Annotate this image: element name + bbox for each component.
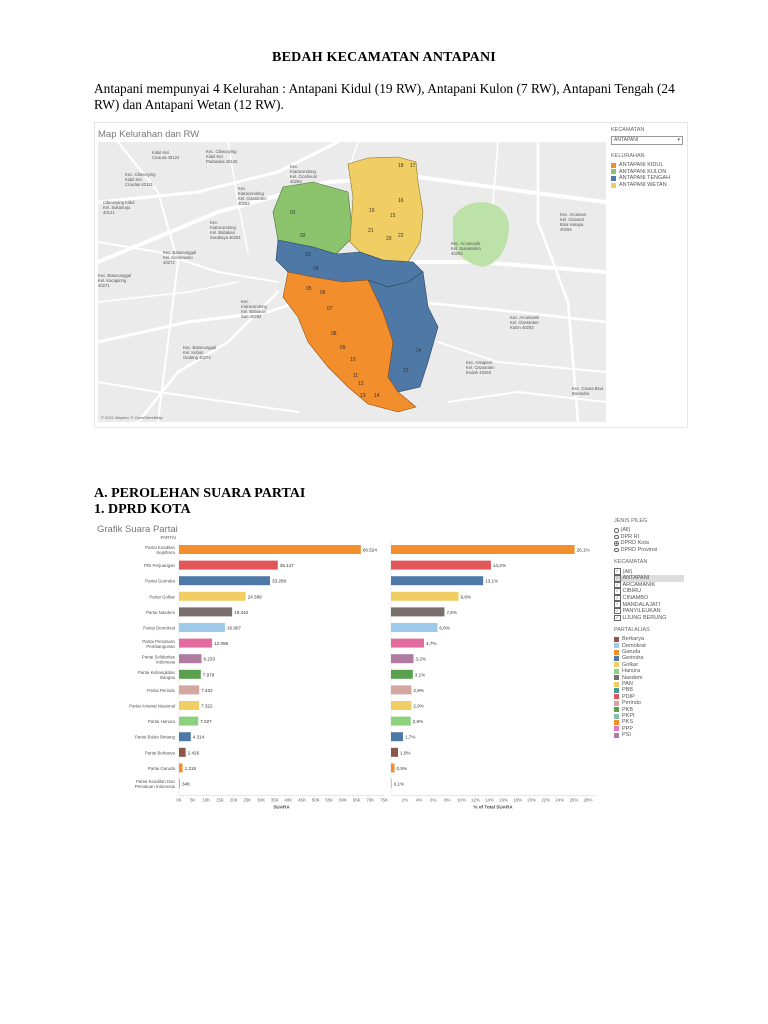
bar-percent-label: 2,9% (413, 703, 424, 709)
jenis-pileg-option[interactable] (614, 527, 684, 534)
document-title: BEDAH KECAMATAN ANTAPANI (272, 50, 496, 65)
place-label: Kec. Kiaracondong Kel. Babakan Sari 40283 (241, 299, 267, 319)
bar-percent-label: 7,6% (446, 609, 457, 615)
kecamatan-option[interactable] (614, 582, 684, 589)
x-tick-label-percent: 10% (456, 797, 466, 803)
category-label: Partai Amanat Nasional (129, 703, 175, 709)
bar-suara-label: 16.807 (226, 625, 242, 631)
chart-title: Grafik Suara Partai (97, 524, 178, 535)
bar-suara[interactable] (179, 654, 202, 663)
jenis-pileg-option[interactable] (614, 540, 684, 547)
bar-percent[interactable] (391, 717, 411, 726)
partai-alias-label: Demokrat (622, 642, 646, 649)
bar-percent[interactable] (391, 592, 459, 601)
rw-label: 08 (331, 331, 337, 337)
checkbox[interactable]: ✓ (615, 594, 619, 600)
legend-swatch (614, 669, 619, 674)
legend-label: ANTAPANI TENGAH (619, 175, 671, 182)
place-label: Kec. Arcaman Kel. Cisarant Bina Harapa 40294 (560, 212, 587, 232)
bar-percent-label: 2,9% (413, 687, 424, 693)
x-tick-label-percent: 22% (541, 797, 551, 803)
rw-label: 02 (300, 233, 306, 239)
radio-button[interactable] (614, 541, 619, 546)
partai-alias-legend (614, 636, 684, 738)
x-tick-label-suara: 45K (298, 797, 306, 803)
category-label: Partai Hanura (147, 719, 175, 725)
map-legend-item (611, 162, 683, 169)
legend-swatch (614, 707, 619, 712)
jenis-pileg-header: JENIS PILEG (614, 518, 648, 524)
rw-label: 11 (353, 373, 359, 379)
place-label: Kec. Batununggal Kel. Kebon Gedang 40274 (183, 345, 217, 360)
category-label: Partai Garuda (147, 765, 175, 771)
x-tick-label-suara: 20K (229, 797, 238, 803)
bar-suara[interactable] (179, 607, 232, 616)
partai-alias-label: PKPI (622, 713, 635, 719)
kecamatan-option[interactable] (614, 588, 684, 595)
kecamatan-label: UJUNG BERUNG (622, 614, 667, 621)
rw-label: 22 (398, 233, 404, 239)
kecamatan-option[interactable] (614, 575, 684, 582)
legend-swatch (614, 643, 619, 648)
bar-suara-label: 7.979 (202, 672, 215, 678)
kecamatan-option[interactable] (614, 595, 684, 602)
bar-percent-label: 3,1% (414, 672, 426, 678)
rw-label: 19 (369, 208, 375, 214)
partai-alias-label: Hanura (622, 668, 641, 675)
map-legend-item (611, 175, 683, 182)
bar-suara-label: 4.314 (192, 734, 205, 740)
kecamatan-dropdown[interactable] (611, 136, 683, 145)
map-panel (94, 122, 688, 428)
rw-label: 20 (386, 236, 392, 242)
x-tick-label-suara: 25K (243, 797, 252, 803)
partai-alias-label: PAN (622, 681, 633, 688)
rw-label: 09 (340, 345, 346, 351)
map-attribution: © 2021 Mapbox © OpenStreetMap (101, 415, 163, 420)
bar-suara-label: 7.322 (201, 703, 213, 709)
place-label: Kec. Cibeunying Kidul Kel. Cicadas 40121 (125, 172, 156, 187)
legend-label: ANTAPANI KULON (619, 168, 667, 175)
rw-label: 17 (410, 163, 416, 169)
place-label: Kec. Kiaracondong Kel. Babakan Surabaya 40281 (210, 220, 241, 240)
x-tick-label-percent: 12% (471, 797, 480, 803)
kelurahan-map[interactable] (98, 142, 606, 422)
rw-label: 10 (350, 357, 356, 363)
partai-alias-item (614, 732, 684, 738)
map-filter-header: KECAMATAN (611, 127, 645, 133)
place-label: Kec. Batununggal Kel. Kebonwaru 40272 (163, 250, 197, 265)
legend-swatch (614, 714, 619, 719)
partai-alias-label: PPP (622, 725, 634, 732)
bar-suara[interactable] (179, 685, 199, 694)
category-label: Partai Keadilan Dan Persatuan Indonesia (134, 779, 175, 790)
legend-swatch (614, 662, 619, 667)
category-label: Partai Solidaritas Indonesia (141, 654, 175, 665)
jenis-pileg-option[interactable] (614, 547, 684, 554)
category-label: Partai Bulan Bintang (134, 734, 175, 740)
chevron-down-icon: ▾ (677, 137, 680, 143)
map-legend-item (611, 182, 683, 189)
place-label: Kec. Batununggal Kel. Kacapiring 40271 (98, 273, 132, 288)
legend-swatch (611, 163, 616, 168)
bar-suara-label: 24.389 (247, 594, 262, 600)
legend-swatch (614, 726, 619, 731)
bar-suara-label: 33.289 (271, 578, 287, 584)
intro-paragraph: Antapani mempunyai 4 Kelurahan : Antapani Kidul (19 RW), Antapani Kulon (7 RW), Antapani Tengah (24 RW) dan Antapani Wetan (12 RW). (94, 81, 675, 112)
kecamatan-option[interactable] (614, 568, 684, 575)
rw-label: 18 (398, 163, 404, 169)
chart-panel (94, 517, 686, 810)
category-label: Partai Nasdem (145, 609, 175, 615)
x-tick-label-suara: 60K (339, 797, 347, 803)
x-tick-label-percent: 26% (569, 797, 579, 803)
x-tick-label-percent: 8% (444, 797, 451, 803)
rw-label: 16 (398, 198, 404, 204)
x-tick-label-suara: 15K (216, 797, 224, 803)
partai-alias-label: PKS (622, 719, 634, 726)
jenis-pileg-label: DPR RI (620, 533, 640, 540)
legend-swatch (614, 701, 619, 706)
x-tick-label-suara: 55K (325, 797, 334, 803)
kelurahan-wetan-area (348, 157, 423, 262)
bar-percent[interactable] (391, 732, 403, 741)
bar-suara[interactable] (179, 561, 278, 570)
rw-label: 06 (320, 290, 326, 296)
partai-alias-label: PKB (622, 706, 634, 713)
place-label: Kec. Arcamanik Kel. Cisaranten Kulon 40293 (510, 315, 540, 330)
bar-percent[interactable] (391, 576, 483, 585)
place-label: Kec. Arcamanik Kel. Sukamiskin 40293 (451, 241, 481, 256)
partai-alias-label: Berkarya (622, 636, 645, 643)
radio-button[interactable] (614, 528, 619, 533)
x-tick-label-percent: 18% (513, 797, 523, 803)
x-tick-label-percent: 6% (430, 797, 437, 803)
bar-percent-label: 4,7% (426, 641, 437, 647)
x-tick-label-percent: 24% (555, 797, 565, 803)
bar-suara-label: 2.426 (187, 750, 200, 756)
partai-alias-label: PSI (622, 732, 631, 739)
kecamatan-label: CIBIRU (622, 588, 642, 595)
bar-percent-label: 26,1% (576, 547, 590, 553)
checkbox[interactable]: ✓ (615, 588, 619, 594)
bar-suara[interactable] (179, 779, 180, 788)
bar-percent[interactable] (391, 685, 411, 694)
place-label: Kec. Kiaracondong Kel. Cicaheum 40282 (290, 164, 318, 184)
park-area (453, 202, 509, 267)
legend-label: ANTAPANI KIDUL (619, 162, 664, 169)
partai-alias-label: Garuda (622, 649, 641, 656)
bar-percent[interactable] (391, 607, 444, 616)
bar-percent-label: 0,1% (393, 781, 405, 787)
bar-suara[interactable] (179, 545, 361, 554)
bar-percent[interactable] (391, 561, 491, 570)
legend-swatch (614, 656, 619, 661)
rw-label: 23 (403, 368, 409, 374)
x-tick-label-suara: 65K (352, 797, 361, 803)
x-tick-label-percent: 4% (415, 797, 423, 803)
place-label: Kec. Antapani Kel. Cisaranten Endah 40293 (466, 360, 495, 375)
bar-percent-label: 6,6% (439, 625, 450, 631)
legend-swatch (611, 169, 616, 174)
kecamatan-label: PANYILEUKAN (622, 608, 661, 615)
bar-suara[interactable] (179, 670, 201, 679)
bar-suara-label: 7.027 (200, 719, 212, 725)
party-vote-chart[interactable] (94, 517, 602, 810)
legend-swatch (614, 637, 619, 642)
bar-suara-label: 1.319 (184, 765, 197, 771)
checkbox[interactable]: ✓ (615, 568, 619, 574)
radio-button[interactable] (614, 548, 619, 553)
rw-label: 21 (368, 228, 374, 234)
kecamatan-option[interactable] (614, 615, 684, 622)
category-label: Partai Berkarya (144, 750, 175, 756)
x-tick-label-percent: 2% (401, 797, 409, 803)
bar-suara-label: 36.147 (279, 563, 294, 569)
bar-suara[interactable] (179, 717, 198, 726)
bar-percent-label: 2,8% (412, 719, 424, 725)
bar-suara-label: 66.524 (362, 547, 377, 553)
bar-suara[interactable] (179, 623, 225, 632)
kecamatan-checkbox-list (614, 568, 684, 621)
map-legend (611, 162, 683, 188)
rw-label: 12 (358, 381, 364, 387)
category-label: Partai Demokrat (143, 625, 175, 631)
place-label: Kec. Cibeunying Kidul Kel. Padasuka 40125 (206, 149, 238, 164)
bar-percent[interactable] (391, 639, 424, 648)
legend-swatch (611, 183, 616, 188)
jenis-pileg-label: (All) (620, 527, 631, 534)
bar-suara[interactable] (179, 701, 199, 710)
kecamatan-label: ARCAMANIK (622, 581, 656, 588)
partai-alias-label: Gerindra (622, 655, 644, 662)
chart-side-panel (614, 518, 684, 738)
x-tick-label-suara: 5K (189, 797, 196, 803)
place-label: Cibeunying Kidul Kel. Sukamaju 40121 (103, 200, 135, 215)
x-tick-label-percent: 20% (527, 797, 537, 803)
bar-percent-label: 13,1% (485, 578, 499, 584)
partai-column-header: PARTAI (160, 535, 176, 540)
kecamatan-label: MANDALAJATI (622, 601, 660, 608)
radio-button[interactable] (614, 535, 619, 540)
partai-alias-label: PDIP (622, 693, 635, 700)
map-side-panel (611, 127, 683, 188)
checkbox[interactable]: ✓ (615, 581, 619, 587)
category-label: Partai Keadilan Sejahtera (145, 545, 175, 556)
rw-label: 04 (313, 266, 319, 272)
place-label: Kidul Kel. Cicaura 40124 (152, 150, 180, 160)
checkbox[interactable]: ✓ (615, 614, 619, 620)
bar-suara[interactable] (179, 576, 270, 585)
bar-suara[interactable] (179, 639, 212, 648)
legend-swatch (614, 733, 619, 738)
bar-percent[interactable] (391, 545, 575, 554)
map-legend-header: KELURAHAN (611, 153, 645, 159)
x-tick-label-percent: 16% (499, 797, 508, 803)
bar-suara-label: 8.233 (203, 656, 216, 662)
kecamatan-option[interactable] (614, 608, 684, 615)
section-1-heading: 1. DPRD KOTA (94, 502, 191, 517)
place-label: Kec. Kiaracondong Kel. Cisaranten 40282 (238, 186, 267, 206)
partai-alias-label: Golkar (622, 661, 639, 668)
rw-label: 05 (306, 286, 312, 292)
bar-percent-label: 3,2% (415, 656, 426, 662)
category-label: PDI Perjuangan (144, 563, 175, 569)
bar-suara[interactable] (179, 763, 183, 772)
legend-swatch (614, 694, 619, 699)
x-axis-title-percent: % of Total SUARA (473, 804, 513, 810)
rw-label: 24 (416, 348, 422, 354)
bar-percent-label: 1,0% (400, 750, 411, 756)
partai-alias-label: Perindo (622, 700, 641, 707)
rw-label: 15 (390, 213, 396, 219)
rw-label: 13 (360, 393, 366, 399)
legend-swatch (611, 176, 616, 181)
bar-suara[interactable] (179, 732, 191, 741)
bar-percent-label: 9,6% (460, 594, 472, 600)
bar-suara-label: 7.402 (201, 687, 213, 693)
checkbox[interactable]: ✓ (615, 575, 619, 581)
x-tick-label-percent: 28% (583, 797, 593, 803)
bar-percent[interactable] (391, 654, 414, 663)
category-label: Partai Gerindra (145, 578, 175, 584)
category-label: Partai Perindo (147, 687, 175, 693)
rw-label: 01 (290, 210, 296, 216)
x-axis-title-suara: SUARA (273, 804, 290, 810)
bar-percent[interactable] (391, 763, 395, 772)
x-tick-label-percent: 14% (485, 797, 494, 803)
jenis-pileg-label: DPRD Provinsi (620, 547, 658, 554)
category-label: Partai Persatuan Pembangunan (142, 638, 175, 649)
section-a-heading: A. PEROLEHAN SUARA PARTAI (94, 486, 306, 501)
bar-percent[interactable] (391, 623, 437, 632)
x-tick-label-suara: 70K (366, 797, 375, 803)
legend-swatch (614, 675, 619, 680)
partai-alias-header: PARTAI ALIAS (614, 627, 650, 634)
category-label: Partai Golkar (149, 594, 175, 600)
bar-suara[interactable] (179, 592, 246, 601)
jenis-pileg-label: DPRD Kota (620, 540, 649, 547)
bar-percent-label: 14,2% (492, 563, 506, 569)
map-legend-item (611, 169, 683, 176)
kecamatan-label: CINAMBO (622, 595, 649, 602)
x-tick-label-suara: 75K (380, 797, 388, 803)
partai-alias-label: Nasdem (622, 674, 643, 681)
x-tick-label-suara: 50K (311, 797, 320, 803)
kecamatan-filter-header: KECAMATAN (614, 559, 648, 566)
bar-percent[interactable] (391, 779, 392, 788)
legend-swatch (614, 682, 619, 687)
bar-percent[interactable] (391, 701, 411, 710)
checkbox[interactable]: ✓ (615, 607, 619, 613)
bar-suara[interactable] (179, 748, 186, 757)
map-title: Map Kelurahan dan RW (98, 129, 200, 140)
rw-label: 14 (374, 393, 380, 399)
partai-alias-label: PBB (622, 687, 634, 694)
kecamatan-dropdown-value: ANTAPANI (614, 137, 639, 143)
place-label: Kec. Cisara Bina Barandra (572, 386, 604, 396)
x-tick-label-suara: 35K (270, 797, 279, 803)
x-tick-label-suara: 30K (257, 797, 265, 803)
bar-suara-label: 348 (181, 781, 190, 787)
bar-suara-label: 19.442 (234, 609, 249, 615)
bar-percent[interactable] (391, 670, 413, 679)
legend-swatch (614, 688, 619, 693)
bar-suara-label: 12.098 (214, 641, 229, 647)
x-tick-label-suara: 10K (202, 797, 211, 803)
bar-percent-label: 0,5% (396, 765, 408, 771)
kecamatan-label: (All) (622, 568, 633, 575)
x-tick-label-suara: 40K (284, 797, 293, 803)
kecamatan-label: ANTAPANI (622, 575, 650, 582)
jenis-pileg-option[interactable] (614, 534, 684, 541)
checkbox[interactable]: ✓ (615, 601, 619, 607)
legend-swatch (614, 650, 619, 655)
kecamatan-option[interactable] (614, 601, 684, 608)
bar-percent-label: 1,7% (404, 734, 416, 740)
bar-percent[interactable] (391, 748, 398, 757)
legend-label: ANTAPANI WETAN (619, 182, 667, 189)
category-label: Partai Kebangkitan Bangsa (137, 670, 175, 680)
rw-label: 07 (327, 306, 333, 312)
jenis-pileg-options (614, 527, 684, 553)
legend-swatch (614, 720, 619, 725)
x-tick-label-suara: 0K (176, 797, 182, 803)
rw-label: 03 (305, 252, 311, 258)
